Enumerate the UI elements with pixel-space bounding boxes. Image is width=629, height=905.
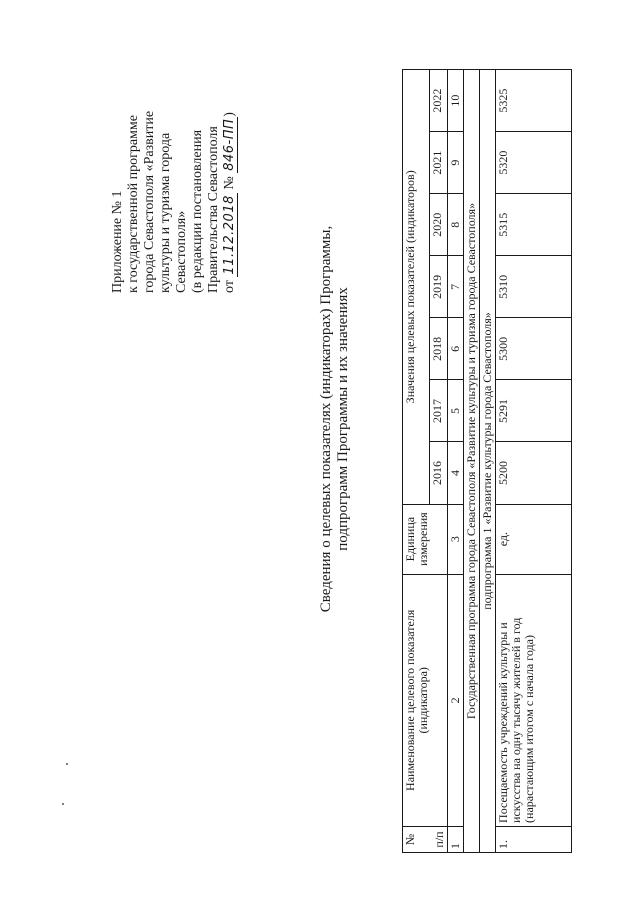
appendix-line: Приложение № 1 bbox=[110, 190, 125, 293]
row-value: 5315 bbox=[496, 194, 572, 256]
scan-speck bbox=[66, 763, 68, 765]
row-unit: ед. bbox=[496, 504, 572, 574]
column-number-cell: 6 bbox=[448, 318, 464, 380]
row-value: 5300 bbox=[496, 318, 572, 380]
appendix-from-label: от bbox=[222, 280, 237, 293]
subprogram-row bbox=[480, 70, 496, 853]
year-cell: 2016 bbox=[430, 442, 448, 504]
year-cell: 2019 bbox=[430, 256, 448, 318]
column-number-cell: 4 bbox=[448, 442, 464, 504]
appendix-line: (в редакции постановления bbox=[190, 129, 205, 293]
program-row bbox=[464, 70, 480, 853]
appendix-date-line: от 11.12.2018 № 846-ПП) bbox=[222, 112, 237, 293]
column-number-row bbox=[448, 70, 464, 853]
column-number-cell: 3 bbox=[448, 504, 464, 574]
title-line: подпрограмм Программы и их значениях bbox=[335, 287, 351, 551]
header-indicator-name: Наименование целевого показателя (индикатора) bbox=[403, 574, 448, 826]
appendix-line: культуры и туризма города bbox=[158, 132, 173, 293]
row-indicator-name: Посещаемость учреждений культуры и искусства на одну тысячу жителей в год (нарастающим итогом с начала года) bbox=[496, 574, 572, 826]
indicators-table bbox=[402, 69, 572, 853]
row-value: 5320 bbox=[496, 132, 572, 194]
appendix-line: Севастополя» bbox=[174, 210, 189, 293]
appendix-line: к государственной программе bbox=[126, 115, 141, 293]
row-value: 5200 bbox=[496, 442, 572, 504]
scan-speck bbox=[62, 803, 64, 805]
year-cell: 2018 bbox=[430, 318, 448, 380]
year-cell: 2020 bbox=[430, 194, 448, 256]
table-header-row bbox=[403, 70, 430, 853]
row-value: 5310 bbox=[496, 256, 572, 318]
header-number: № п/п bbox=[403, 826, 448, 852]
column-number-cell: 7 bbox=[448, 256, 464, 318]
year-cell: 2022 bbox=[430, 70, 448, 132]
column-number-cell: 10 bbox=[448, 70, 464, 132]
title-line: Сведения о целевых показателях (индикаторах) Программы, bbox=[318, 225, 334, 613]
header-values: Значения целевых показателей (индикаторов) bbox=[403, 70, 430, 505]
document-title bbox=[318, 159, 352, 679]
column-number-cell: 9 bbox=[448, 132, 464, 194]
table-row bbox=[496, 70, 572, 853]
appendix-line: Правительства Севастополя bbox=[206, 126, 221, 293]
handwritten-date: 11.12.2018 bbox=[222, 195, 237, 275]
column-number-cell: 5 bbox=[448, 380, 464, 442]
appendix-line: города Севастополя «Развитие bbox=[142, 110, 157, 293]
appendix-number-label: № bbox=[222, 176, 237, 190]
column-number-cell: 8 bbox=[448, 194, 464, 256]
appendix-block bbox=[110, 53, 238, 293]
handwritten-number: 846-ПП bbox=[222, 118, 237, 171]
program-title: Государственная программа города Севастополя «Развитие культуры и туризма города Севастополя» bbox=[464, 70, 480, 853]
row-number: 1. bbox=[496, 826, 572, 852]
row-value: 5325 bbox=[496, 70, 572, 132]
column-number-cell: 1 bbox=[448, 826, 464, 852]
column-number-cell: 2 bbox=[448, 574, 464, 826]
header-unit: Единица измерения bbox=[403, 504, 448, 574]
row-value: 5291 bbox=[496, 380, 572, 442]
year-cell: 2017 bbox=[430, 380, 448, 442]
year-cell: 2021 bbox=[430, 132, 448, 194]
subprogram-title: подпрограмма 1 «Развитие культуры города Севастополя» bbox=[480, 70, 496, 853]
